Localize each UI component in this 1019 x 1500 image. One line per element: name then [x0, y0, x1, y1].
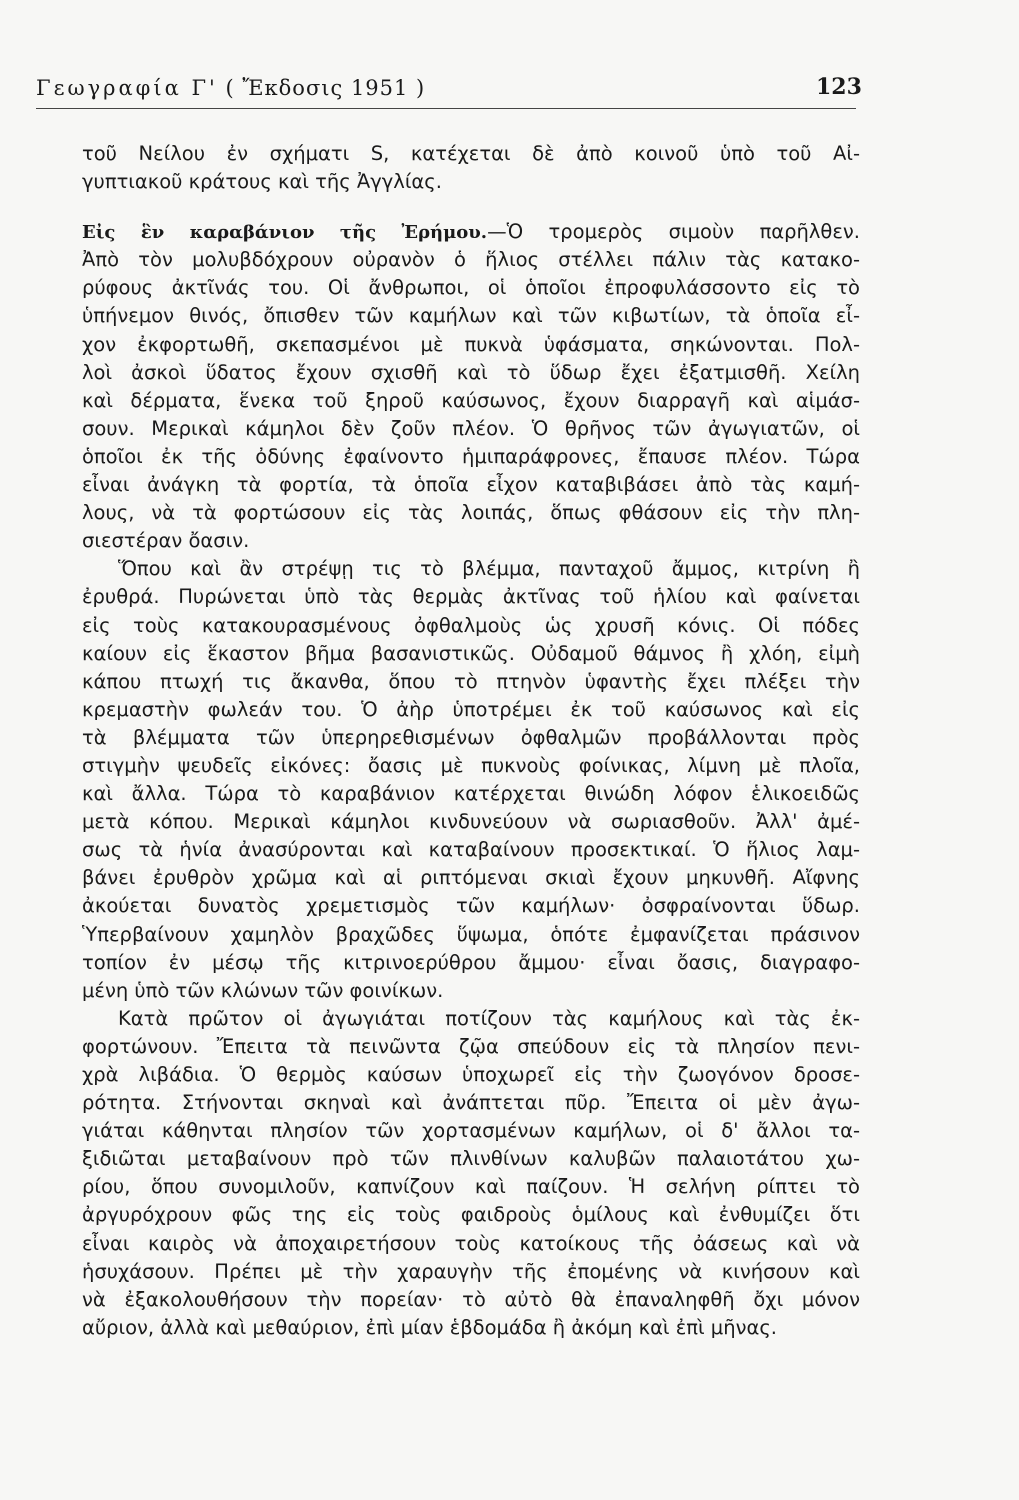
- section-heading: Εἰς ἓν καραβάνιον τῆς Ἐρήμου.: [82, 222, 488, 244]
- text-line: τὰ βλέμματα τῶν ὑπερηρεθισμένων ὀφθαλμῶν προβάλλονται πρὸς: [82, 725, 860, 749]
- text-line: εἰς τοὺς κατακουρασμένους ὀφθαλμοὺς ὡς χρυσῆ κόνις. Οἱ πόδες: [82, 613, 860, 637]
- text-line: ρύφους ἀκτῖνάς του. Οἱ ἄνθρωποι, οἱ ὁποῖοι ἐπροφυλάσσοντο εἰς τὸ: [82, 276, 860, 300]
- running-head: [36, 76, 425, 100]
- paragraph-1: [82, 140, 860, 196]
- text-line: χον ἐκφορτωθῆ, σκεπασμένοι μὲ πυκνὰ ὑφάσματα, σηκώνονται. Πολ-: [82, 332, 860, 356]
- text-line: λοὶ ἀσκοὶ ὕδατος ἔχουν σχισθῆ καὶ τὸ ὕδωρ ἔχει ἐξατμισθῆ. Χείλη: [82, 360, 860, 384]
- paragraph-3: [82, 555, 860, 1005]
- paragraph-2-first-line: [82, 218, 860, 246]
- text-line: σιεστέραν ὄασιν.: [82, 529, 250, 553]
- text-line: ἡσυχάσουν. Πρέπει μὲ τὴν χαραυγὴν τῆς ἐπομένης νὰ κινήσουν καὶ: [82, 1259, 860, 1283]
- text-line: τοῦ Νείλου ἐν σχήματι S, κατέχεται δὲ ἀπὸ κοινοῦ ὑπὸ τοῦ Αἰ-: [82, 142, 860, 165]
- text-line: Ὅπου καὶ ἂν στρέψῃ τις τὸ βλέμμα, πανταχοῦ ἄμμος, κιτρίνη ἢ: [118, 557, 860, 581]
- text-line: νὰ ἐξακολουθήσουν τὴν πορείαν· τὸ αὐτὸ θὰ ἐπαναληφθῆ ὄχι μόνον: [82, 1287, 860, 1311]
- page-header: [36, 74, 862, 109]
- text-line: λους, νὰ τὰ φορτώσουν εἰς τὰς λοιπάς, ὅπως φθάσουν εἰς τὴν πλη-: [82, 501, 860, 525]
- text-line: εἶναι καιρὸς νὰ ἀποχαιρετήσουν τοὺς κατοίκους τῆς ὀάσεως καὶ νὰ: [82, 1231, 860, 1255]
- text-line: καίουν εἰς ἕκαστον βῆμα βασανιστικῶς. Οὐδαμοῦ θάμνος ἢ χλόη, εἰμὴ: [82, 641, 860, 665]
- running-head-edition: ( Ἔκδοσις 1951 ): [225, 76, 426, 100]
- text-line: αὔριον, ἀλλὰ καὶ μεθαύριον, ἐπὶ μίαν ἑβδομάδα ἢ ἀκόμη καὶ ἐπὶ μῆνας.: [82, 1315, 777, 1339]
- text-line: ὑπήνεμον θινός, ὄπισθεν τῶν καμήλων καὶ τῶν κιβωτίων, τὰ ὁποῖα εἶ-: [82, 304, 860, 328]
- paragraph-gap: [82, 196, 860, 218]
- text-line: Ὑπερβαίνουν χαμηλὸν βραχῶδες ὕψωμα, ὁπότε ἐμφανίζεται πράσινον: [82, 922, 860, 946]
- text-line: εἶναι ἀνάγκη τὰ φορτία, τὰ ὁποῖα εἶχον καταβιβάσει ἀπὸ τὰς καμή-: [82, 473, 860, 497]
- text-line: τοπίον ἐν μέσῳ τῆς κιτρινοερύθρου ἄμμου· εἶναι ὄασις, διαγραφο-: [82, 950, 860, 974]
- text-line: γυπτιακοῦ κράτους καὶ τῆς Ἀγγλίας.: [82, 170, 442, 194]
- text-line: κάπου πτωχή τις ἄκανθα, ὅπου τὸ πτηνὸν ὑφαντὴς ἔχει πλέξει τὴν: [82, 669, 860, 693]
- paragraph-2-first-line-text: —Ὁ τρομερὸς σιμοὺν παρῆλθεν.: [487, 220, 860, 244]
- text-line: σουν. Μερικαὶ κάμηλοι δὲν ζοῦν πλέον. Ὁ θρῆνος τῶν ἀγωγιατῶν, οἱ: [82, 416, 860, 440]
- text-line: Κατὰ πρῶτον οἱ ἀγωγιάται ποτίζουν τὰς καμήλους καὶ τὰς ἐκ-: [118, 1006, 860, 1030]
- text-line: κρεμαστὴν φωλεάν του. Ὁ ἀὴρ ὑποτρέμει ἐκ τοῦ καύσωνος καὶ εἰς: [82, 697, 860, 721]
- text-line: σως τὰ ἡνία ἀνασύρονται καὶ καταβαίνουν προσεκτικαί. Ὁ ἥλιος λαμ-: [82, 838, 860, 862]
- text-line: βάνει ἐρυθρὸν χρῶμα καὶ αἱ ριπτόμεναι σκιαὶ ἔχουν μηκυνθῆ. Αἴφνης: [82, 866, 860, 890]
- text-line: μένη ὑπὸ τῶν κλώνων τῶν φοινίκων.: [82, 978, 444, 1002]
- text-line: ρότητα. Στήνονται σκηναὶ καὶ ἀνάπτεται πῦρ. Ἔπειτα οἱ μὲν ἀγω-: [82, 1091, 860, 1115]
- text-line: Ἀπὸ τὸν μολυβδόχρουν οὐρανὸν ὁ ἥλιος στέλλει πάλιν τὰς κατακο-: [82, 248, 860, 272]
- text-line: στιγμὴν ψευδεῖς εἰκόνες: ὄασις μὲ πυκνοὺς φοίνικας, λίμνη μὲ πλοῖα,: [82, 753, 860, 777]
- text-line: χρὰ λιβάδια. Ὁ θερμὸς καύσων ὑποχωρεῖ εἰς τὴν ζωογόνον δροσε-: [82, 1063, 860, 1086]
- text-line: ἐρυθρά. Πυρώνεται ὑπὸ τὰς θερμὰς ἀκτῖνας τοῦ ἡλίου καὶ φαίνεται: [82, 585, 860, 609]
- text-line: ἀργυρόχρουν φῶς της εἰς τοὺς φαιδροὺς ὁμίλους καὶ ἐνθυμίζει ὅτι: [82, 1203, 860, 1227]
- text-line: φορτώνουν. Ἔπειτα τὰ πεινῶντα ζῷα σπεύδουν εἰς τὰ πλησίον πενι-: [82, 1034, 860, 1058]
- text-line: ξιδιῶται μεταβαίνουν πρὸ τῶν πλινθίνων καλυβῶν παλαιοτάτου χω-: [82, 1147, 860, 1171]
- body-text: [82, 140, 860, 1342]
- text-line: μετὰ κόπου. Μερικαὶ κάμηλοι κινδυνεύουν νὰ σωριασθοῦν. Ἀλλ' ἀμέ-: [82, 810, 860, 834]
- paragraph-2: [82, 218, 860, 555]
- text-line: καὶ δέρματα, ἕνεκα τοῦ ξηροῦ καύσωνος, ἔχουν διαρραγῆ καὶ αἱμάσ-: [82, 388, 860, 412]
- text-line: ὁποῖοι ἐκ τῆς ὀδύνης ἐφαίνοντο ἡμιπαράφρονες, ἔπαυσε πλέον. Τώρα: [82, 444, 860, 468]
- paragraph-4: [82, 1005, 860, 1342]
- text-line: ρίου, ὅπου συνομιλοῦν, καπνίζουν καὶ παίζουν. Ἡ σελήνη ρίπτει τὸ: [82, 1175, 860, 1199]
- text-line: ἀκούεται δυνατὸς χρεμετισμὸς τῶν καμήλων· ὀσφραίνονται ὕδωρ.: [82, 894, 860, 918]
- page-number: 123: [816, 74, 862, 100]
- text-line: γιάται κάθηνται πλησίον τῶν χορτασμένων καμήλων, οἱ δ' ἄλλοι τα-: [82, 1119, 860, 1143]
- running-head-label: Γεωγραφία Γ': [36, 76, 218, 100]
- text-line: καὶ ἄλλα. Τώρα τὸ καραβάνιον κατέρχεται θινώδη λόφον ἑλικοειδῶς: [82, 782, 860, 806]
